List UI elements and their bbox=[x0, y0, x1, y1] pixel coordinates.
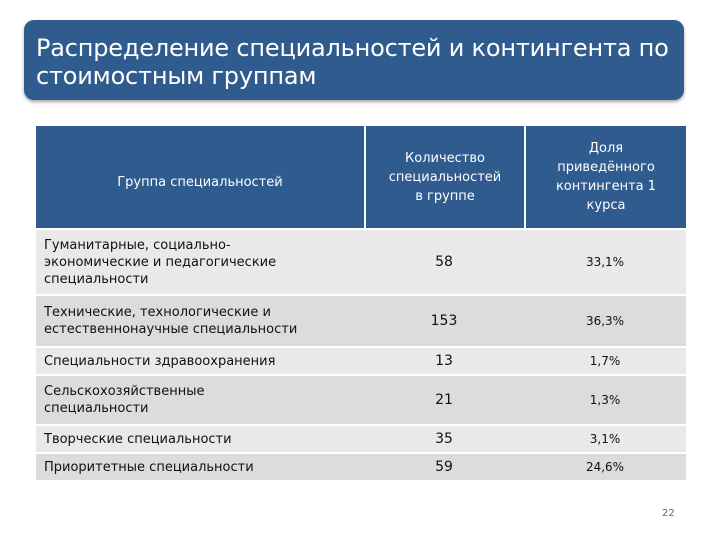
row-group-name bbox=[36, 228, 364, 294]
header-count-line: Количество bbox=[405, 150, 485, 166]
row-count: 21 bbox=[364, 374, 524, 424]
row-name-line: Творческие специальности bbox=[44, 431, 232, 447]
header-count-line: специальностей bbox=[388, 169, 502, 185]
row-share: 3,1% bbox=[524, 424, 686, 452]
slide-title-line-1: Распределение специальностей и контингента по bbox=[36, 34, 669, 62]
row-name-line: естественнонаучные специальности bbox=[44, 322, 298, 337]
row-name-line: Специальности здравоохранения bbox=[44, 353, 276, 369]
specialties-table bbox=[36, 126, 686, 480]
header-share-line: контингента 1 bbox=[555, 179, 657, 194]
header-count-line: в группе bbox=[415, 188, 475, 204]
row-group-name bbox=[36, 424, 364, 452]
row-count: 35 bbox=[364, 424, 524, 452]
table-row bbox=[36, 294, 686, 346]
header-share-line: Доля bbox=[588, 141, 624, 156]
row-group-name bbox=[36, 452, 364, 480]
row-group-name bbox=[36, 294, 364, 346]
row-name-line: Технические, технологические и bbox=[44, 305, 271, 320]
row-share: 24,6% bbox=[524, 452, 686, 480]
row-name-line: экономические и педагогические bbox=[44, 254, 277, 270]
row-count: 13 bbox=[364, 346, 524, 374]
row-share: 1,3% bbox=[524, 374, 686, 424]
slide-title bbox=[24, 20, 684, 100]
row-group-name bbox=[36, 374, 364, 424]
row-name-line: Приоритетные специальности bbox=[44, 459, 254, 475]
row-name-line: Гуманитарные, социально- bbox=[44, 237, 231, 253]
row-count: 59 bbox=[364, 452, 524, 480]
header-share-line: курса bbox=[586, 198, 626, 213]
table-row bbox=[36, 452, 686, 480]
table-header-row bbox=[36, 126, 686, 228]
row-share: 33,1% bbox=[524, 228, 686, 294]
row-count: 58 bbox=[364, 228, 524, 294]
row-count: 153 bbox=[364, 294, 524, 346]
row-share: 1,7% bbox=[524, 346, 686, 374]
slide-title-line-2: стоимостным группам bbox=[36, 62, 317, 90]
header-share-line: приведённого bbox=[557, 160, 655, 175]
row-share: 36,3% bbox=[524, 294, 686, 346]
table-row bbox=[36, 374, 686, 424]
table-row bbox=[36, 424, 686, 452]
header-group: Группа специальностей bbox=[36, 126, 364, 228]
table-row bbox=[36, 346, 686, 374]
page-number: 22 bbox=[662, 508, 675, 519]
row-group-name bbox=[36, 346, 364, 374]
row-name-line: Сельскохозяйственные bbox=[44, 384, 205, 399]
header-count bbox=[364, 126, 524, 228]
header-share bbox=[524, 126, 686, 228]
row-name-line: специальности bbox=[44, 401, 149, 416]
table-row bbox=[36, 228, 686, 294]
row-name-line: специальности bbox=[44, 271, 149, 287]
